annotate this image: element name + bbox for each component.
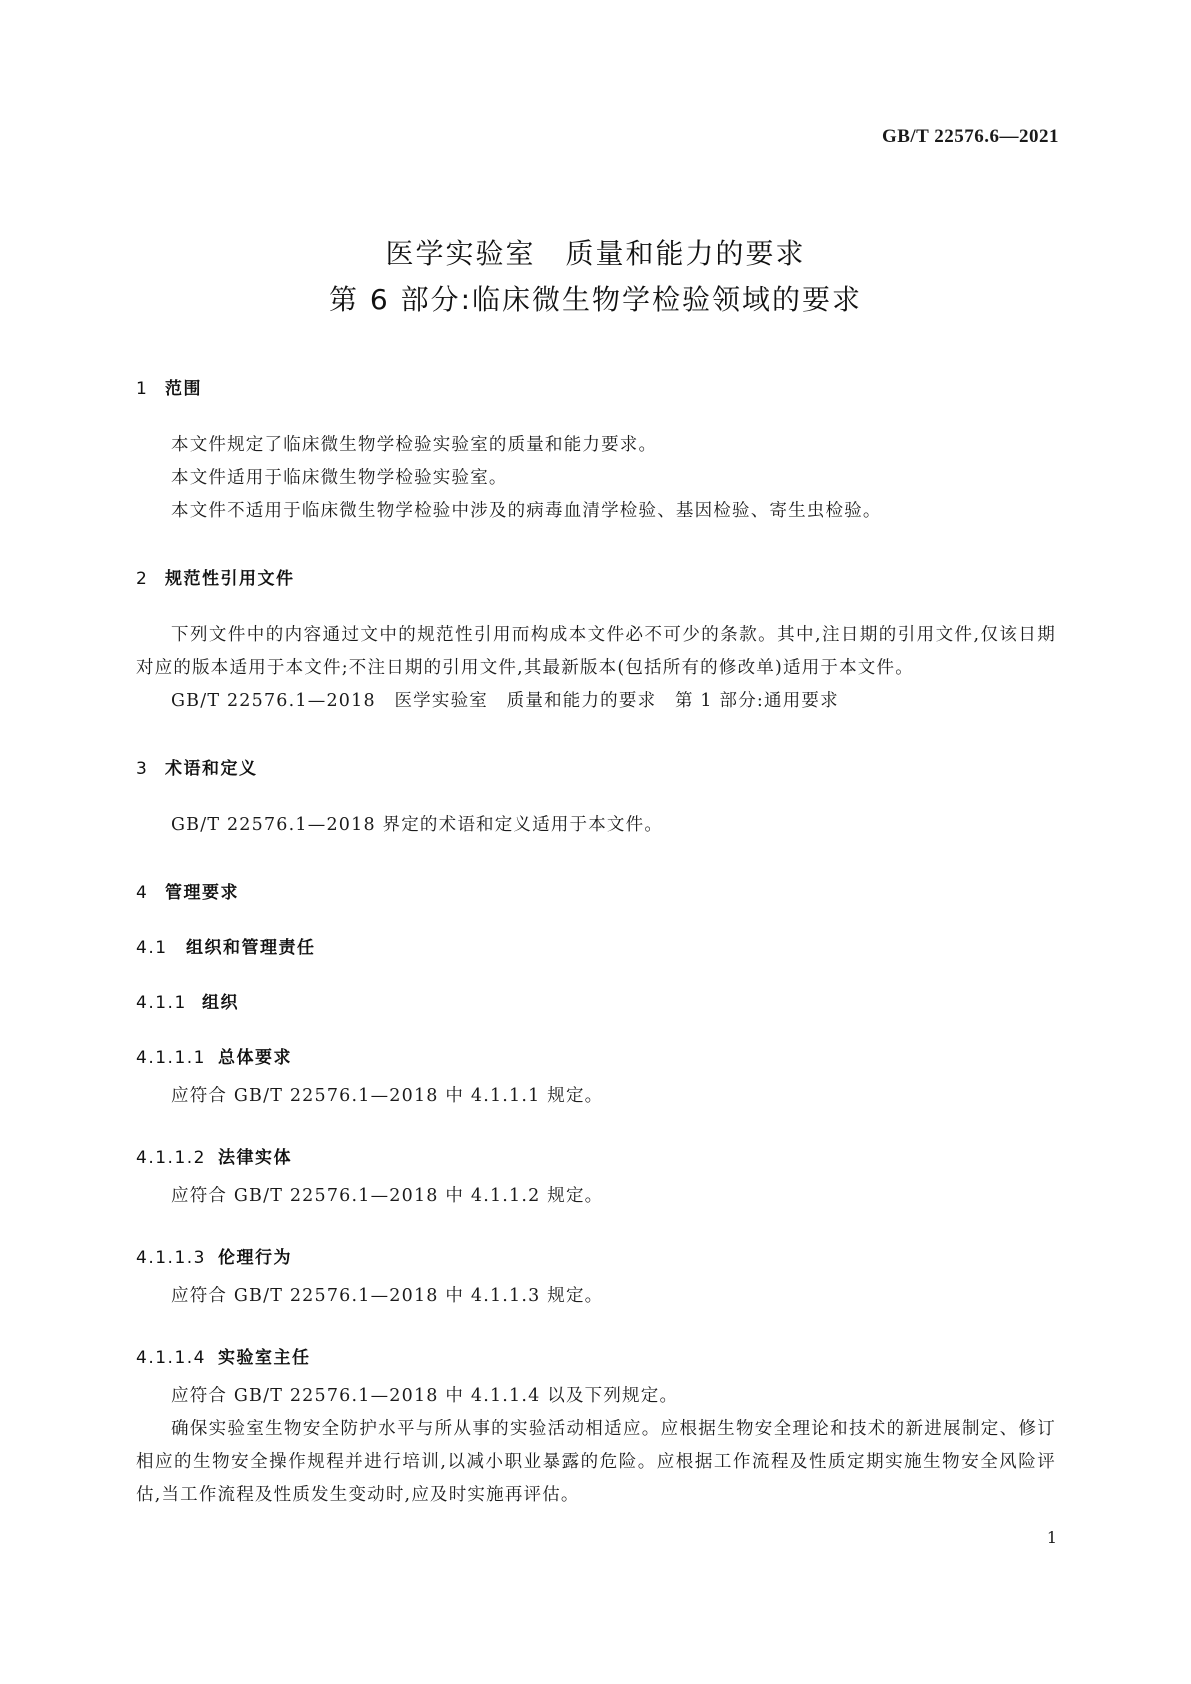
section-title: 总体要求 bbox=[218, 1048, 292, 1068]
section-title: 规范性引用文件 bbox=[165, 569, 295, 589]
paragraph: GB/T 22576.1—2018 界定的术语和定义适用于本文件。 bbox=[171, 815, 664, 835]
section-number: 4.1.1.1 bbox=[136, 1048, 206, 1068]
paragraph: 应符合 GB/T 22576.1—2018 中 4.1.1.3 规定。 bbox=[171, 1286, 604, 1306]
section-number: 2 bbox=[136, 569, 149, 589]
section-title: 术语和定义 bbox=[165, 759, 258, 779]
section-title: 范围 bbox=[165, 379, 202, 399]
doc-title-line-2: 第 6 部分:临床微生物学检验领域的要求 bbox=[328, 283, 863, 316]
section-title: 管理要求 bbox=[165, 883, 239, 903]
section-title: 实验室主任 bbox=[218, 1348, 311, 1368]
section-title: 法律实体 bbox=[218, 1148, 292, 1168]
section-title: 组织和管理责任 bbox=[186, 938, 316, 958]
doc-title-line-1: 医学实验室 质量和能力的要求 bbox=[385, 237, 806, 270]
paragraph: 应符合 GB/T 22576.1—2018 中 4.1.1.2 规定。 bbox=[171, 1186, 604, 1206]
paragraph: 本文件不适用于临床微生物学检验中涉及的病毒血清学检验、基因检验、寄生虫检验。 bbox=[171, 501, 882, 521]
document-body bbox=[136, 374, 1056, 1512]
paragraph: 下列文件中的内容通过文中的规范性引用而构成本文件必不可少的条款。其中,注日期的引用文件,仅该日期对应的版本适用于本文件;不注日期的引用文件,其最新版本(包括所有的修改单)适用于本文件。 bbox=[136, 625, 1056, 678]
section-heading-4 bbox=[136, 878, 1056, 903]
section-number: 1 bbox=[136, 379, 149, 399]
normative-reference: GB/T 22576.1—2018 医学实验室 质量和能力的要求 第 1 部分:通用要求 bbox=[171, 691, 839, 711]
section-heading-3 bbox=[136, 754, 1056, 779]
paragraph: 确保实验室生物安全防护水平与所从事的实验活动相适应。应根据生物安全理论和技术的新进展制定、修订相应的生物安全操作规程并进行培训,以减小职业暴露的危险。应根据工作流程及性质定期实施生物安全风险评估,当工作流程及性质发生变动时,应及时实施再评估。 bbox=[136, 1419, 1056, 1505]
section-heading-2 bbox=[136, 564, 1056, 589]
section-heading-4-1-1-3 bbox=[136, 1243, 1056, 1268]
section-number: 4 bbox=[136, 883, 149, 903]
section-number: 4.1.1.2 bbox=[136, 1148, 206, 1168]
section-heading-4-1-1-4 bbox=[136, 1343, 1056, 1368]
section-heading-4-1-1 bbox=[136, 988, 1056, 1013]
paragraph: 本文件规定了临床微生物学检验实验室的质量和能力要求。 bbox=[171, 435, 658, 455]
page-number: 1 bbox=[1046, 1528, 1057, 1547]
section-number: 4.1.1 bbox=[136, 993, 187, 1013]
section-heading-4-1-1-2 bbox=[136, 1143, 1056, 1168]
section-number: 4.1.1.3 bbox=[136, 1248, 206, 1268]
section-number: 4.1 bbox=[136, 938, 168, 958]
section-heading-4-1 bbox=[136, 933, 1056, 958]
paragraph: 应符合 GB/T 22576.1—2018 中 4.1.1.4 以及下列规定。 bbox=[171, 1386, 679, 1406]
section-heading-4-1-1-1 bbox=[136, 1043, 1056, 1068]
doc-number: GB/T 22576.6—2021 bbox=[881, 126, 1059, 147]
section-title: 伦理行为 bbox=[218, 1248, 292, 1268]
paragraph: 应符合 GB/T 22576.1—2018 中 4.1.1.1 规定。 bbox=[171, 1086, 604, 1106]
section-number: 4.1.1.4 bbox=[136, 1348, 206, 1368]
section-heading-1 bbox=[136, 374, 1056, 399]
section-title: 组织 bbox=[202, 993, 239, 1013]
section-number: 3 bbox=[136, 759, 149, 779]
paragraph: 本文件适用于临床微生物学检验实验室。 bbox=[171, 468, 508, 488]
